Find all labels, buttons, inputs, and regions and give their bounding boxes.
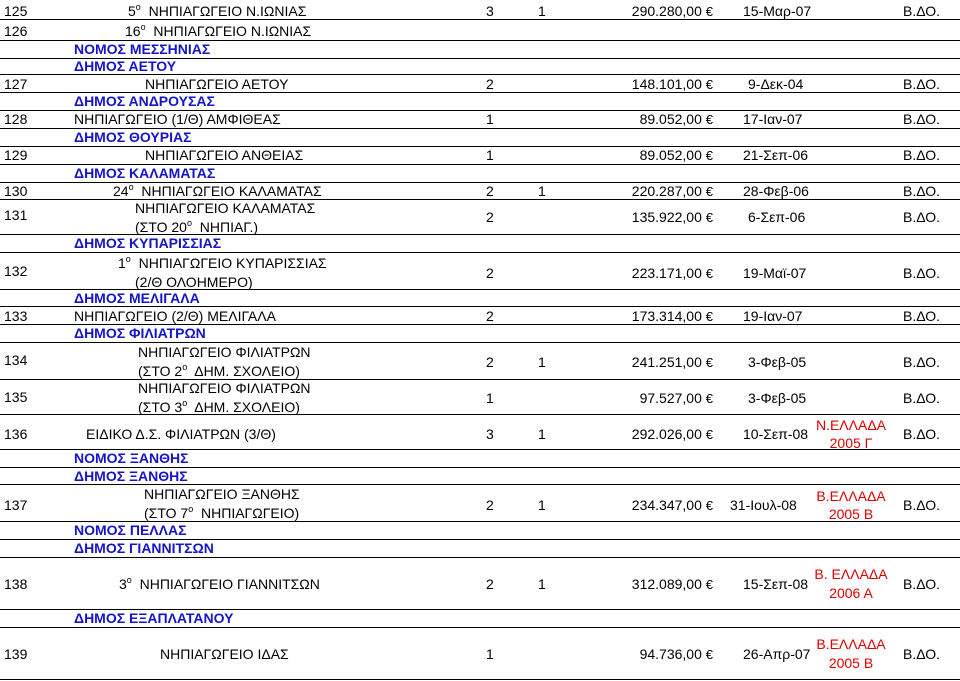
section-header: ΔΗΜΟΣ ΕΞΑΠΛΑΤΑΝΟΥ: [74, 610, 234, 626]
school-name: $3^o$ ΝΗΠΙΑΓΩΓΕΙΟ ΓΙΑΝΝΙΤΣΩΝ: [119, 575, 320, 592]
euro-icon: €: [705, 4, 713, 19]
section-header: ΝΟΜΟΣ ΠΕΛΛΑΣ: [74, 522, 187, 538]
school-name: $24^o$ ΝΗΠΙΑΓΩΓΕΙΟ ΚΑΛΑΜΑΤΑΣ: [113, 182, 322, 199]
date: 19-Ιαν-07: [743, 308, 803, 324]
units-count: 1: [538, 576, 546, 592]
school-subtitle: (ΣΤΟ $3^o$ ΔΗΜ. ΣΧΟΛΕΙΟ): [138, 398, 300, 415]
section-header: ΝΟΜΟΣ ΞΑΝΘΗΣ: [74, 450, 189, 466]
row-number: 125: [4, 3, 28, 19]
classes-count: 2: [486, 209, 494, 225]
row-divider: [0, 252, 960, 253]
row-number: 138: [4, 576, 28, 592]
row-number: 132: [4, 263, 28, 279]
section-header: ΔΗΜΟΣ ΘΟΥΡΙΑΣ: [74, 129, 192, 145]
classes-count: 2: [486, 308, 494, 324]
status: Β.ΔΟ.: [903, 426, 941, 442]
date: 31-Ιουλ-08: [730, 497, 797, 513]
amount: 220.287,00 €: [631, 183, 713, 199]
row-divider: [0, 342, 960, 343]
amount: 94.736,00 €: [639, 646, 713, 662]
classes-count: 3: [486, 426, 494, 442]
status: Β.ΔΟ.: [903, 3, 941, 19]
row-divider: [0, 74, 960, 75]
section-header: ΔΗΜΟΣ ΑΝΔΡΟΥΣΑΣ: [74, 93, 215, 109]
status: Β.ΔΟ.: [903, 354, 941, 370]
amount: 135.922,00 €: [631, 209, 713, 225]
section-header: ΔΗΜΟΣ ΞΑΝΘΗΣ: [74, 468, 188, 484]
school-name: ΝΗΠΙΑΓΩΓΕΙΟ ΑΝΘΕΙΑΣ: [145, 147, 304, 163]
program-note: Β. ΕΛΛΑΔΑ: [814, 566, 888, 582]
row-divider: [0, 627, 960, 628]
school-name: ΝΗΠΙΑΓΩΓΕΙΟ ΦΙΛΙΑΤΡΩΝ: [138, 380, 311, 396]
school-name: ΝΗΠΙΑΓΩΓΕΙΟ ΑΕΤΟΥ: [145, 76, 289, 92]
date: 17-Ιαν-07: [743, 111, 803, 127]
classes-count: 2: [486, 576, 494, 592]
school-name: ΝΗΠΙΑΓΩΓΕΙΟ ΦΙΛΙΑΤΡΩΝ: [138, 344, 311, 360]
date: 3-Φεβ-05: [748, 390, 807, 406]
program-note: 2005 Β: [828, 655, 874, 671]
date: 19-Μαϊ-07: [743, 265, 807, 281]
units-count: 1: [538, 497, 546, 513]
program-note: Ν.ΕΛΛΑΔΑ: [815, 417, 887, 433]
section-header: ΔΗΜΟΣ ΓΙΑΝΝΙΤΣΩΝ: [74, 540, 214, 556]
program-note: Β.ΕΛΛΑΔΑ: [816, 636, 886, 652]
school-subtitle: (2/Θ ΟΛΟΗΜΕΡΟ): [135, 274, 253, 290]
amount: 234.347,00 €: [631, 497, 713, 513]
row-number: 133: [4, 308, 28, 324]
row-number: 137: [4, 497, 28, 513]
status: Β.ΔΟ.: [903, 111, 941, 127]
euro-icon: €: [705, 647, 713, 662]
euro-icon: €: [705, 309, 713, 324]
amount: 89.052,00 €: [639, 147, 713, 163]
row-divider: [0, 484, 960, 485]
row-divider: [0, 19, 960, 20]
status: Β.ΔΟ.: [903, 209, 941, 225]
status: Β.ΔΟ.: [903, 183, 941, 199]
row-number: 139: [4, 646, 28, 662]
euro-icon: €: [705, 266, 713, 281]
amount: 241.251,00 €: [631, 354, 713, 370]
classes-count: 2: [486, 265, 494, 281]
program-note: 2005 Β: [828, 506, 874, 522]
row-divider: [0, 306, 960, 307]
school-name: ΝΗΠΙΑΓΩΓΕΙΟ ΙΔΑΣ: [160, 646, 289, 662]
date: 10-Σεπ-08: [743, 426, 809, 442]
row-divider: [0, 557, 960, 558]
school-name: $5^o$ ΝΗΠΙΑΓΩΓΕΙΟ Ν.ΙΩΝΙΑΣ: [128, 2, 307, 19]
amount: 223.171,00 €: [631, 265, 713, 281]
row-number: 126: [4, 23, 28, 39]
euro-icon: €: [705, 427, 713, 442]
euro-icon: €: [705, 77, 713, 92]
status: Β.ΔΟ.: [903, 308, 941, 324]
units-count: 1: [538, 3, 546, 19]
euro-icon: €: [705, 184, 713, 199]
units-count: 1: [538, 183, 546, 199]
date: 28-Φεβ-06: [743, 183, 809, 199]
amount: 312.089,00 €: [631, 576, 713, 592]
section-header: ΔΗΜΟΣ ΑΕΤΟΥ: [74, 58, 177, 74]
euro-icon: €: [705, 355, 713, 370]
row-number: 136: [4, 426, 28, 442]
amount: 89.052,00 €: [639, 111, 713, 127]
euro-icon: €: [705, 498, 713, 513]
school-name: $16^o$ ΝΗΠΙΑΓΩΓΕΙΟ Ν.ΙΩΝΙΑΣ: [125, 22, 312, 39]
units-count: 1: [538, 354, 546, 370]
units-count: 1: [538, 426, 546, 442]
date: 9-Δεκ-04: [748, 76, 804, 92]
school-name: ΕΙΔΙΚΟ Δ.Σ. ΦΙΛΙΑΤΡΩΝ (3/Θ): [86, 426, 276, 442]
classes-count: 1: [486, 147, 494, 163]
classes-count: 2: [486, 497, 494, 513]
row-number: 128: [4, 111, 28, 127]
classes-count: 2: [486, 183, 494, 199]
status: Β.ΔΟ.: [903, 147, 941, 163]
classes-count: 2: [486, 354, 494, 370]
school-name: ΝΗΠΙΑΓΩΓΕΙΟ ΚΑΛΑΜΑΤΑΣ: [135, 200, 316, 216]
row-number: 135: [4, 389, 28, 405]
school-name: ΝΗΠΙΑΓΩΓΕΙΟ (1/Θ) ΑΜΦΙΘΕΑΣ: [74, 111, 281, 127]
row-number: 131: [4, 207, 28, 223]
euro-icon: €: [705, 577, 713, 592]
classes-count: 1: [486, 390, 494, 406]
school-subtitle: (ΣΤΟ $2^o$ ΔΗΜ. ΣΧΟΛΕΙΟ): [138, 362, 300, 379]
date: 21-Σεπ-06: [743, 147, 809, 163]
date: 26-Απρ-07: [743, 646, 811, 662]
date: 15-Μαρ-07: [743, 3, 812, 19]
program-note: 2006 Α: [829, 585, 873, 601]
school-subtitle: (ΣΤΟ $7^o$ ΝΗΠΙΑΓΩΓΕΙΟ): [144, 504, 300, 521]
row-number: 130: [4, 183, 28, 199]
date: 3-Φεβ-05: [748, 354, 807, 370]
section-header: ΝΟΜΟΣ ΜΕΣΣΗΝΙΑΣ: [74, 41, 211, 57]
euro-icon: €: [705, 391, 713, 406]
euro-icon: €: [705, 210, 713, 225]
program-note: 2005 Γ: [829, 435, 873, 451]
amount: 97.527,00 €: [639, 390, 713, 406]
amount: 290.280,00 €: [631, 3, 713, 19]
section-header: ΔΗΜΟΣ ΚΑΛΑΜΑΤΑΣ: [74, 165, 216, 181]
status: Β.ΔΟ.: [903, 265, 941, 281]
amount: 148.101,00 €: [631, 76, 713, 92]
row-divider: [0, 146, 960, 147]
status: Β.ΔΟ.: [903, 576, 941, 592]
amount: 292.026,00 €: [631, 426, 713, 442]
date: 15-Σεπ-08: [743, 576, 809, 592]
classes-count: 3: [486, 3, 494, 19]
row-number: 134: [4, 352, 28, 368]
euro-icon: €: [705, 148, 713, 163]
section-header: ΔΗΜΟΣ ΜΕΛΙΓΑΛΑ: [74, 290, 200, 306]
school-name: ΝΗΠΙΑΓΩΓΕΙΟ ΞΑΝΘΗΣ: [144, 486, 300, 502]
row-number: 129: [4, 147, 28, 163]
amount: 173.314,00 €: [631, 308, 713, 324]
program-note: Β.ΕΛΛΑΔΑ: [816, 488, 886, 504]
school-name: $1^o$ ΝΗΠΙΑΓΩΓΕΙΟ ΚΥΠΑΡΙΣΣΙΑΣ: [118, 254, 327, 271]
status: Β.ΔΟ.: [903, 497, 941, 513]
status: Β.ΔΟ.: [903, 646, 941, 662]
school-name: ΝΗΠΙΑΓΩΓΕΙΟ (2/Θ) ΜΕΛΙΓΑΛΑ: [74, 308, 276, 324]
classes-count: 1: [486, 111, 494, 127]
euro-icon: €: [705, 112, 713, 127]
classes-count: 2: [486, 76, 494, 92]
classes-count: 1: [486, 646, 494, 662]
section-header: ΔΗΜΟΣ ΚΥΠΑΡΙΣΣΙΑΣ: [74, 235, 222, 251]
date: 6-Σεπ-06: [748, 209, 806, 225]
row-number: 127: [4, 76, 28, 92]
row-divider: [0, 679, 960, 680]
status: Β.ΔΟ.: [903, 76, 941, 92]
school-subtitle: (ΣΤΟ $20^o$ ΝΗΠΙΑΓ.): [135, 218, 259, 235]
section-header: ΔΗΜΟΣ ΦΙΛΙΑΤΡΩΝ: [74, 325, 206, 341]
status: Β.ΔΟ.: [903, 390, 941, 406]
